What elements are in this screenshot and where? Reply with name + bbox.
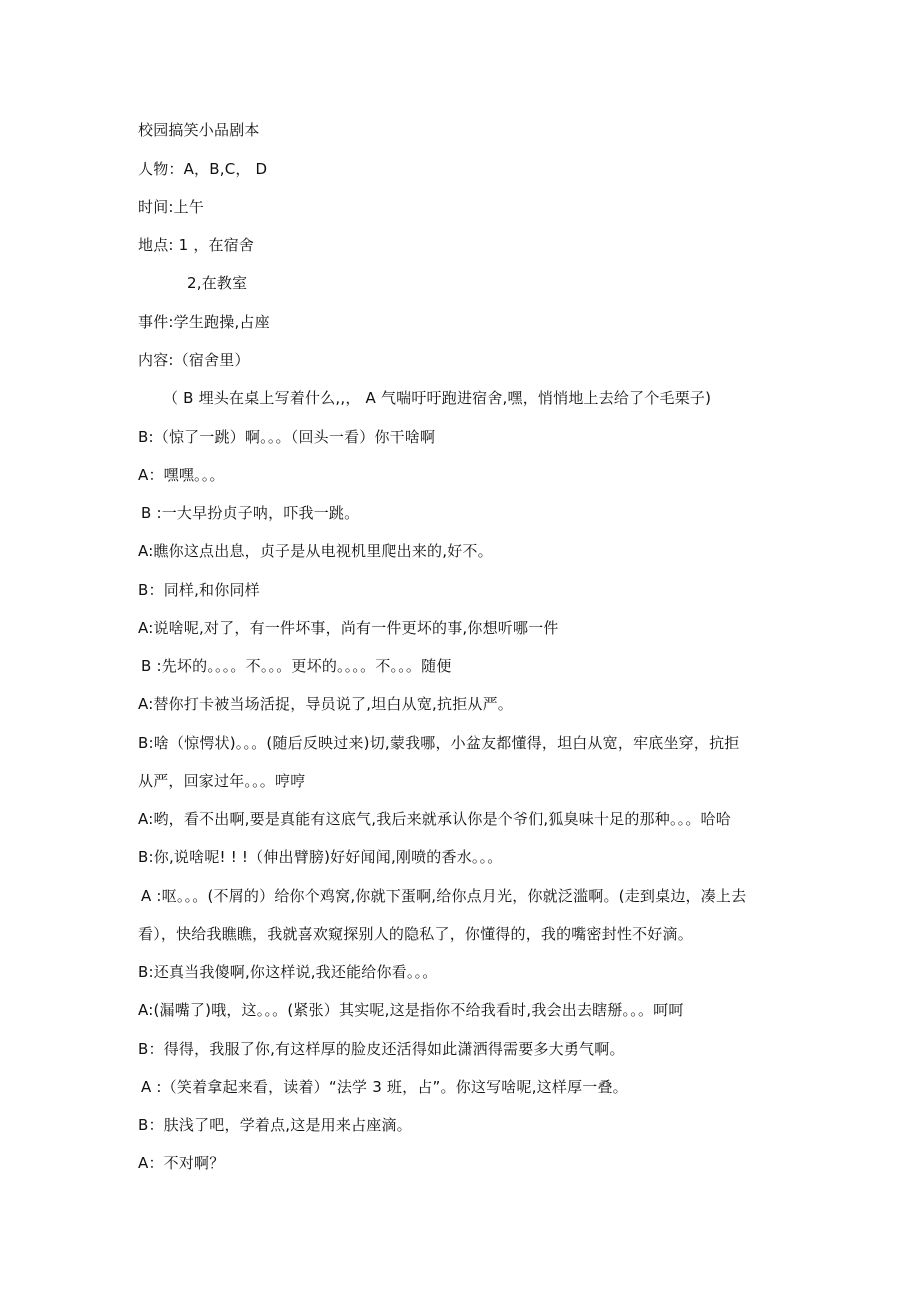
content-line: 内容:（宿舍里） [138, 351, 250, 369]
dialogue-line: B:你,说啥呢! ! !（伸出臂膀)好好闻闻,刚喷的香水。。。 [138, 848, 503, 866]
dialogue-line: B :一大早扮贞子呐，吓我一跳。 [141, 504, 360, 522]
stage-direction: （ B 埋头在桌上写着什么,,， A 气喘吁吁跑进宿舍,嘿，悄悄地上去给了个毛栗子) [163, 389, 712, 407]
script-title: 校园搞笑小品剧本 [138, 121, 260, 139]
dialogue-line: A:替你打卡被当场活捉，导员说了,坦白从宽,抗拒从严。 [138, 695, 513, 713]
dialogue-line: A:哟，看不出啊,要是真能有这底气,我后来就承认你是个爷们,狐臭味十足的那种。。。哈哈 [138, 810, 731, 828]
dialogue-line: A:说啥呢,对了，有一件坏事，尚有一件更坏的事,你想听哪一件 [138, 619, 559, 637]
dialogue-line: A：不对啊？ [138, 1154, 225, 1172]
dialogue-line: A :呕。。。(不屑的）给你个鸡窝,你就下蛋啊,给你点月光，你就泛滥啊。(走到桌边，凑上去 [141, 887, 747, 905]
dialogue-line: A:(漏嘴了)哦，这。。。(紧张）其实呢,这是指你不给我看时,我会出去瞎掰。。。呵呵 [138, 1001, 684, 1019]
location-line-1: 地点: 1 ，在宿舍 [138, 236, 255, 254]
dialogue-line: B:（惊了一跳）啊。。。（回头一看）你干啥啊 [138, 428, 436, 446]
location-line-2: 2,在教室 [187, 274, 248, 292]
dialogue-line: B:还真当我傻啊,你这样说,我还能给你看。。。 [138, 963, 438, 981]
event-line: 事件:学生跑操,占座 [138, 313, 270, 331]
dialogue-line-continued: 看），快给我瞧瞧，我就喜欢窥探别人的隐私了，你懂得的，我的嘴密封性不好滴。 [138, 925, 693, 943]
dialogue-line: B：同样,和你同样 [138, 581, 260, 599]
dialogue-line: B：得得，我服了你,有这样厚的脸皮还活得如此潇洒得需要多大勇气啊。 [138, 1040, 625, 1058]
dialogue-line-continued: 从严，回家过年。。。哼哼 [138, 772, 306, 790]
dialogue-line: A:瞧你这点出息，贞子是从电视机里爬出来的,好不。 [138, 542, 493, 560]
time-line: 时间:上午 [138, 198, 205, 216]
dialogue-line: B:啥（惊愕状)。。。(随后反映过来)切,蒙我哪，小盆友都懂得，坦白从宽，牢底坐穿，抗拒 [138, 734, 740, 752]
dialogue-line: B：肤浅了吧，学着点,这是用来占座滴。 [138, 1116, 412, 1134]
dialogue-line: A :（笑着拿起来看，读着）“法学 3 班，占”。你这写啥呢,这样厚一叠。 [141, 1078, 628, 1096]
dialogue-line: A：嘿嘿。。。 [138, 466, 225, 484]
characters-line: 人物：A，B,C， D [138, 160, 268, 178]
dialogue-line: B :先坏的。。。。不。。。更坏的。。。。不。。。随便 [141, 657, 452, 675]
